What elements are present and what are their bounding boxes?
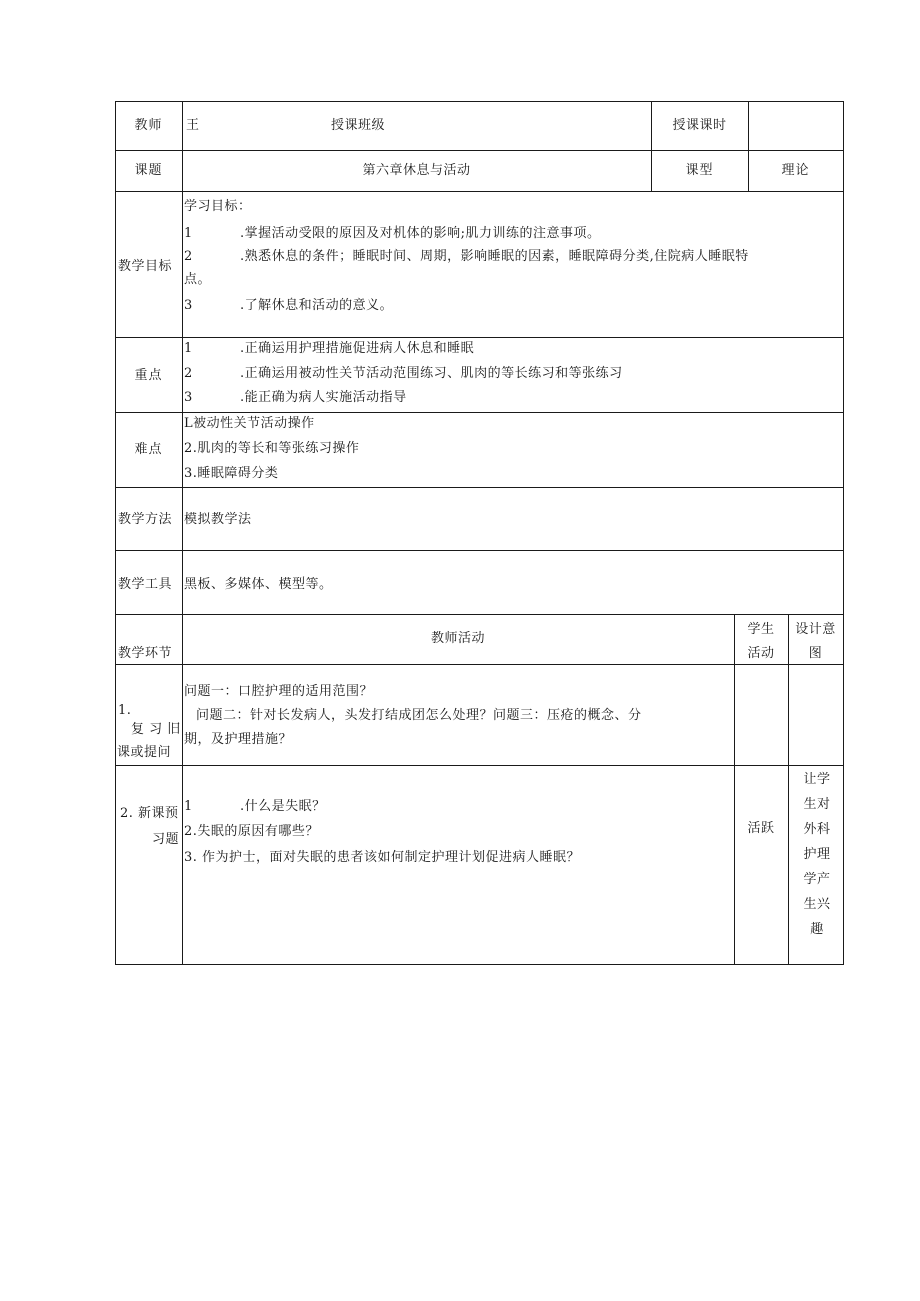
- preview-design-intent: 趣: [810, 922, 824, 937]
- objective-text: .熟悉休息的条件；睡眠时间、周期，影响睡眠的因素，睡眠障碍分类,住院病人睡眠特: [240, 249, 749, 264]
- preview-number: 1: [184, 799, 193, 814]
- key-point-text: .正确运用被动性关节活动范围练习、肌肉的等长练习和等张练习: [240, 366, 623, 381]
- table-line: [115, 191, 843, 192]
- table-line: [182, 101, 183, 965]
- objectives-label: 教学目标: [118, 259, 173, 274]
- topic-value: 第六章休息与活动: [362, 163, 471, 178]
- difficulty-item: 2.肌肉的等长和等张练习操作: [184, 441, 360, 456]
- objective-text: .掌握活动受限的原因及对机体的影响;肌力训练的注意事项。: [240, 226, 601, 241]
- hours-label: 授课课时: [672, 118, 727, 133]
- review-question: 问题二：针对长发病人，头发打结成团怎么处理？问题三：压疮的概念、分: [196, 708, 642, 723]
- review-question: 期，及护理措施？: [184, 732, 293, 747]
- table-line: [115, 487, 843, 488]
- key-points-label: 重点: [134, 368, 163, 383]
- preview-question: 3. 作为护士，面对失眠的患者该如何制定护理计划促进病人睡眠？: [184, 850, 581, 865]
- difficulties-label: 难点: [134, 442, 163, 457]
- difficulty-item: L被动性关节活动操作: [184, 416, 315, 431]
- objective-text: .了解休息和活动的意义。: [240, 298, 394, 313]
- difficulty-item: 3.睡眠障碍分类: [184, 466, 279, 481]
- method-label: 教学方法: [118, 512, 173, 527]
- preview-question: .什么是失眠？: [240, 799, 326, 814]
- table-line: [734, 614, 735, 965]
- review-label: 课或提问: [117, 745, 172, 760]
- objective-number: 1: [184, 226, 193, 241]
- table-line: [115, 150, 843, 151]
- preview-label: 习题: [152, 832, 180, 847]
- review-label: 复 习 旧: [131, 722, 181, 737]
- table-line: [115, 412, 843, 413]
- objective-number: 2: [184, 249, 193, 264]
- tools-value: 黑板、多媒体、模型等。: [184, 577, 333, 592]
- student-activity-label: 活动: [747, 646, 775, 661]
- table-line: [115, 101, 116, 965]
- preview-design-intent: 外科: [803, 822, 831, 837]
- key-point-number: 1: [184, 341, 193, 356]
- preview-design-intent: 护理: [803, 847, 831, 862]
- tools-label: 教学工具: [118, 577, 173, 592]
- design-intent-label: 图: [808, 646, 823, 661]
- topic-label: 课题: [134, 163, 163, 178]
- key-point-number: 2: [184, 366, 193, 381]
- teacher-label: 教师: [134, 118, 163, 133]
- student-activity-label: 学生: [747, 622, 775, 637]
- class-label: 授课班级: [331, 118, 386, 133]
- key-point-text: .正确运用护理措施促进病人休息和睡眠: [240, 341, 475, 356]
- table-line: [115, 337, 843, 338]
- preview-design-intent: 让学: [803, 772, 831, 787]
- preview-design-intent: 学产: [803, 872, 831, 887]
- preview-question: 2.失眠的原因有哪些？: [184, 824, 319, 839]
- key-point-text: .能正确为病人实施活动指导: [240, 390, 407, 405]
- type-value: 理论: [781, 163, 810, 178]
- review-question: 问题一：口腔护理的适用范围？: [184, 684, 374, 699]
- review-label: 1.: [118, 703, 132, 718]
- design-intent-label: 设计意: [795, 622, 836, 637]
- table-line: [115, 550, 843, 551]
- preview-student-activity: 活跃: [747, 821, 775, 836]
- method-value: 模拟教学法: [184, 512, 252, 527]
- type-label: 课型: [685, 163, 714, 178]
- teacher-value: 王: [186, 118, 200, 133]
- objective-number: 3: [184, 298, 193, 313]
- objective-text: 点。: [184, 272, 212, 287]
- teacher-activity-label: 教师活动: [430, 631, 485, 646]
- objectives-intro: 学习目标：: [184, 199, 252, 214]
- preview-design-intent: 生兴: [803, 897, 831, 912]
- preview-label: 2. 新课预: [120, 806, 179, 821]
- table-line: [115, 101, 843, 102]
- process-label: 教学环节: [118, 646, 173, 661]
- preview-design-intent: 生对: [803, 797, 831, 812]
- key-point-number: 3: [184, 390, 193, 405]
